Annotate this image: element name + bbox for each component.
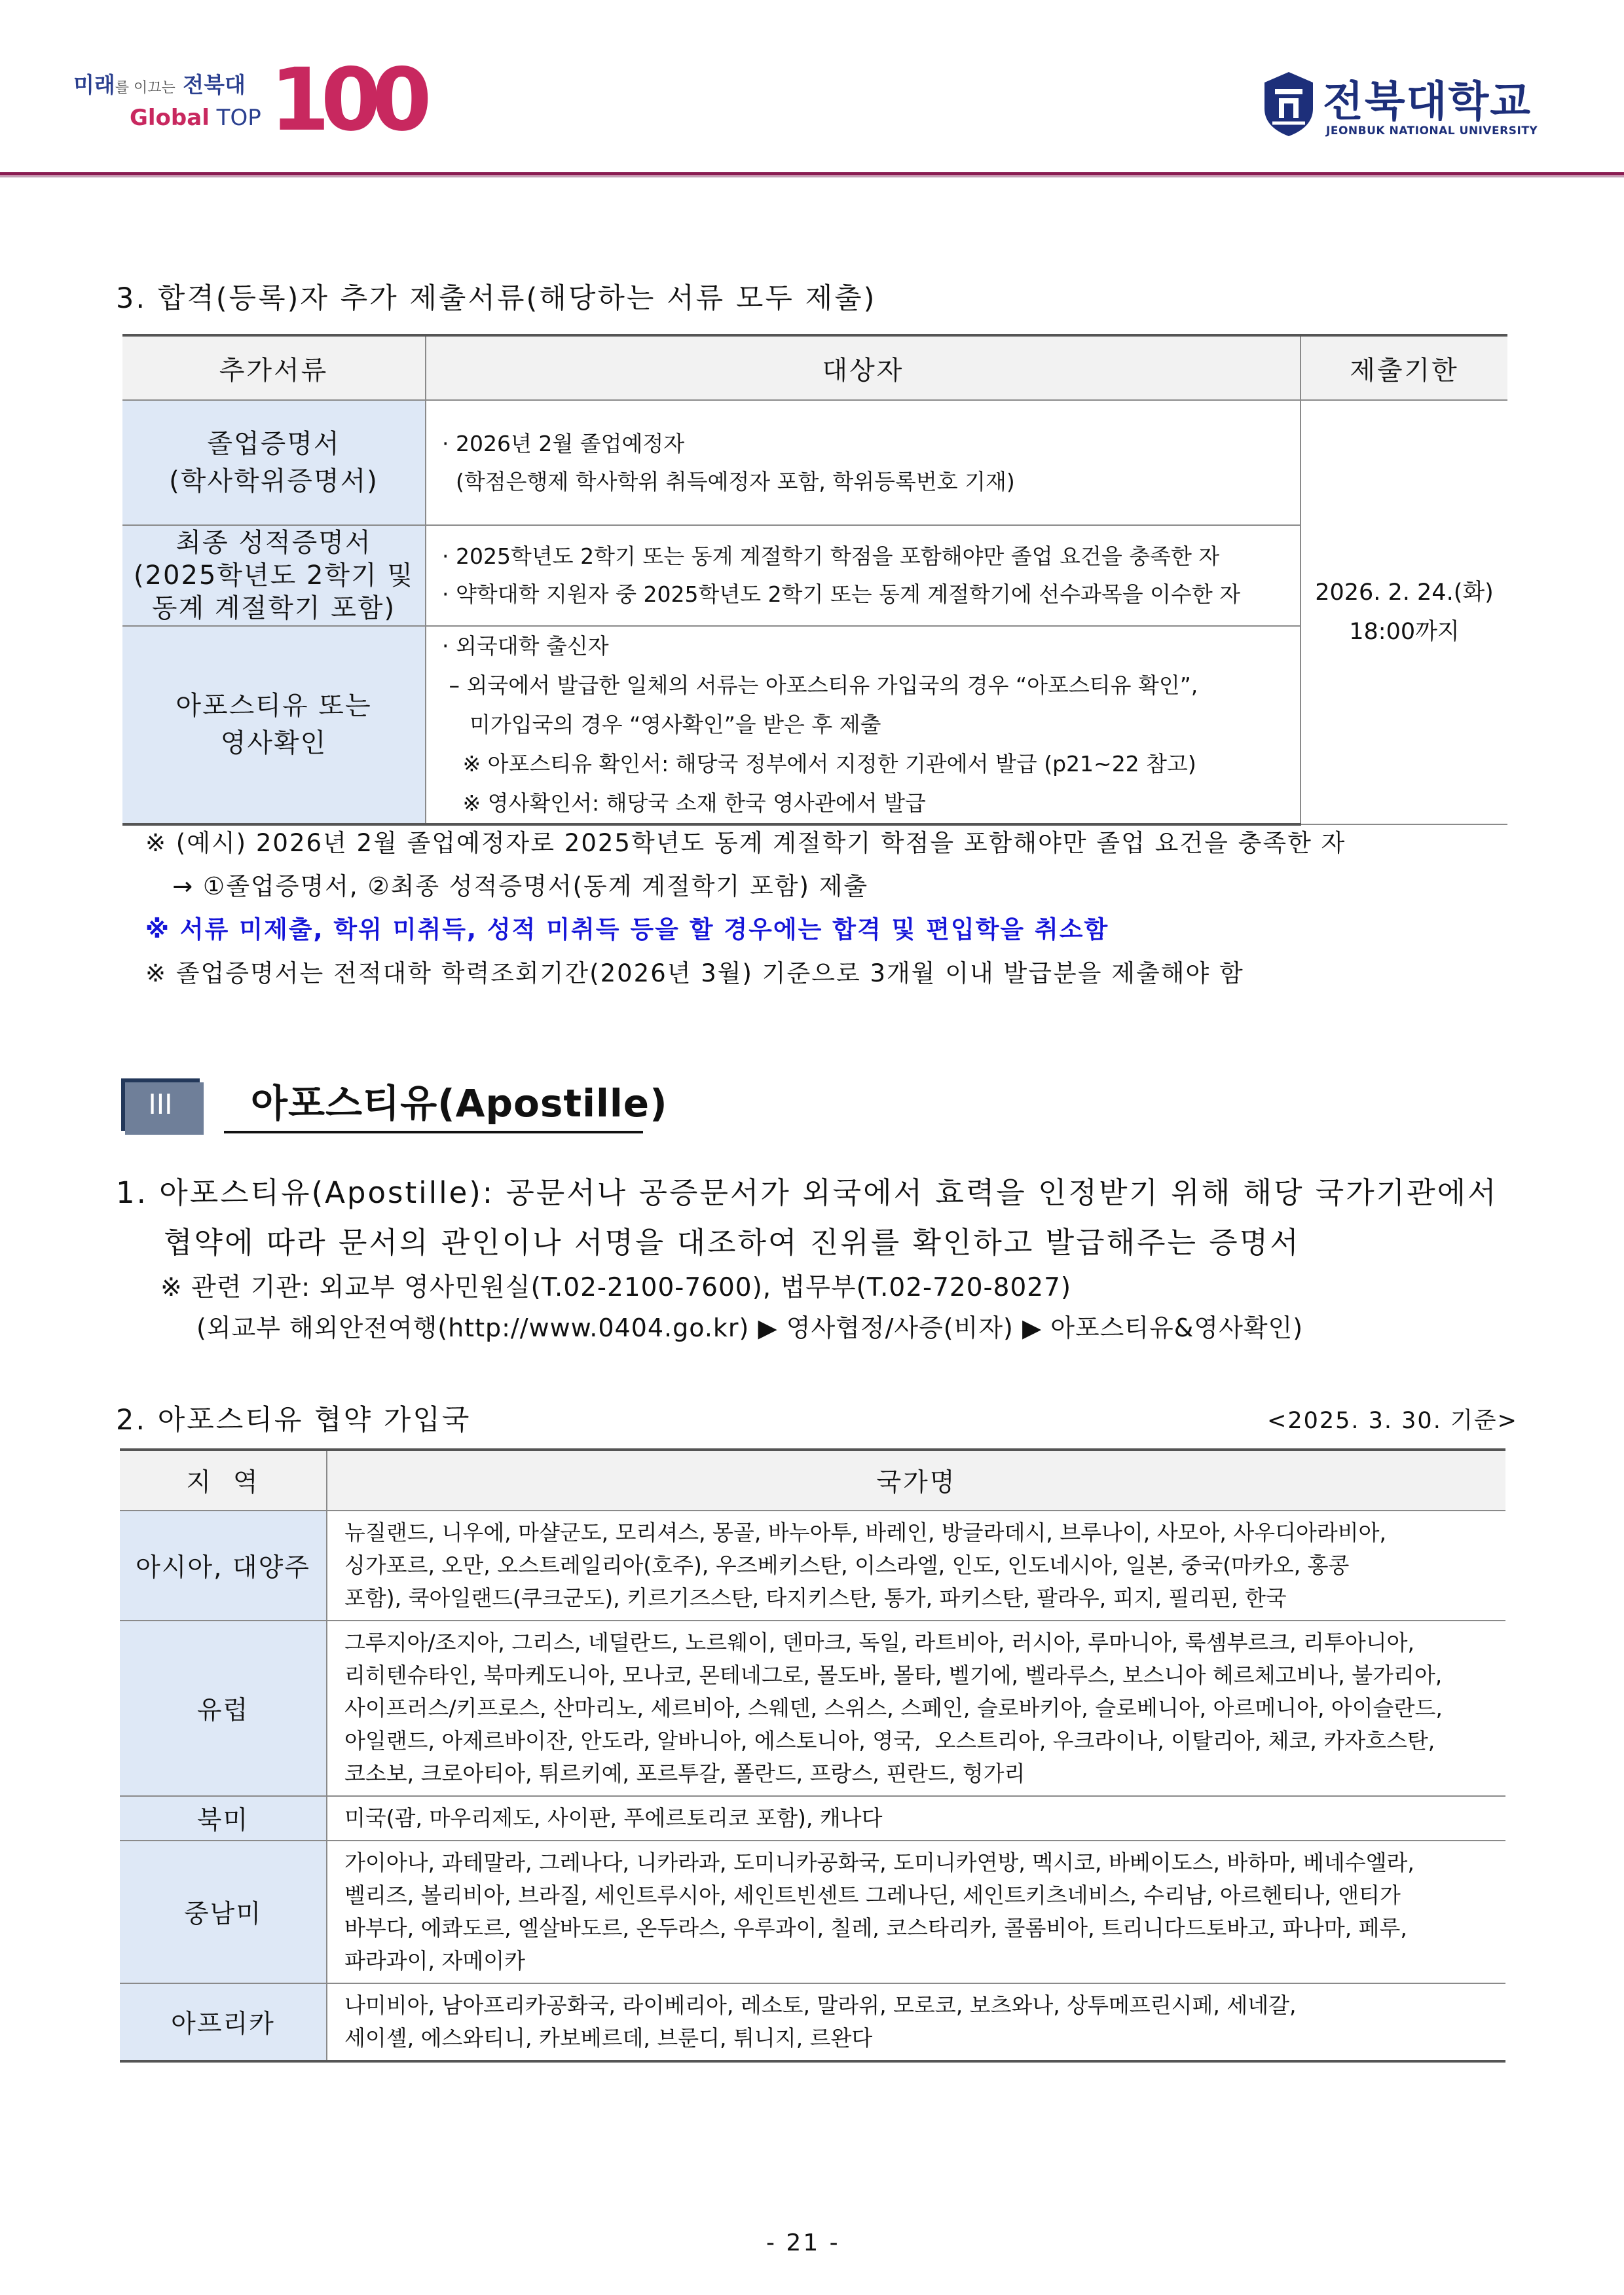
header-cell: 대상자 <box>426 335 1301 400</box>
note-example-result: → ①졸업증명서, ②최종 성적증명서(동계 계절학기 포함) 제출 <box>145 872 869 900</box>
region-cell: 아프리카 <box>120 1983 327 2061</box>
member-countries-heading: 2. 아포스티유 협약 가입국 <box>116 1404 471 1437</box>
header-cell: 국가명 <box>327 1450 1505 1511</box>
apostille-definition-line1: 1. 아포스티유(Apostille): 공문서나 공증문서가 외국에서 효력을 인정받기 위해 해당 국가기관에서 <box>116 1175 1498 1210</box>
apostille-member-countries-table <box>120 1448 1505 2063</box>
header-divider <box>0 172 1624 175</box>
region-cell: 중남미 <box>120 1841 327 1983</box>
note-cancellation-warning: ※ 서류 미제출, 학위 미취득, 성적 미취득 등을 할 경우에는 합격 및 편입학을 취소함 <box>145 915 1109 944</box>
section3-heading: 3. 합격(등록)자 추가 제출서류(해당하는 서류 모두 제출) <box>116 282 877 315</box>
additional-documents-table <box>122 334 1507 826</box>
top100-logo-icon <box>270 59 466 138</box>
header-slogan-logo <box>73 59 423 138</box>
target-cell: · 2026년 2월 졸업예정자 (학점은행제 학사학위 취득예정자 포함, 학위등록번호 기재) <box>426 400 1301 525</box>
table-row <box>122 400 1507 525</box>
related-agencies-note: ※ 관련 기관: 외교부 영사민원실(T.02-2100-7600), 법무부(T.02-720-8027) <box>160 1273 1072 1302</box>
table-row <box>120 1621 1505 1796</box>
note-example: ※ (예시) 2026년 2월 졸업예정자로 2025학년도 동계 계절학기 학점을 포함해야만 졸업 요건을 충족한 자 <box>145 829 1346 857</box>
note-graduation-certificate: ※ 졸업증명서는 전적대학 학력조회기간(2026년 3월) 기준으로 3개월 이내 발급분을 제출해야 함 <box>145 959 1244 987</box>
related-website-note: (외교부 해외안전여행(http://www.0404.go.kr) ▶ 영사협정/사증(비자) ▶ 아포스티유&영사확인) <box>196 1313 1304 1342</box>
table-row <box>120 1511 1505 1621</box>
region-cell: 유럽 <box>120 1621 327 1796</box>
section-number-badge: III <box>121 1078 200 1131</box>
table-row <box>120 1841 1505 1983</box>
document-cell: 아포스티유 또는 영사확인 <box>122 626 426 824</box>
section-title: 아포스티유(Apostille) <box>251 1081 668 1126</box>
header-cell: 추가서류 <box>122 335 426 400</box>
table-row <box>120 1983 1505 2061</box>
section-title-underline <box>224 1131 643 1133</box>
university-logo <box>1261 65 1562 144</box>
document-cell: 졸업증명서 (학사학위증명서) <box>122 400 426 525</box>
table-header-row <box>122 335 1507 400</box>
countries-cell: 미국(괌, 마우리제도, 사이판, 푸에르토리코 포함), 캐나다 <box>327 1796 1505 1841</box>
header-cell: 제출기한 <box>1301 335 1507 400</box>
table-row <box>120 1796 1505 1841</box>
slogan-line1: 미래를 이끄는 전북대 <box>73 72 246 98</box>
region-cell: 아시아, 대양주 <box>120 1511 327 1621</box>
header-cell: 지 역 <box>120 1450 327 1511</box>
countries-cell: 뉴질랜드, 니우에, 마샬군도, 모리셔스, 몽골, 바누아투, 바레인, 방글라데시, 브루나이, 사모아, 사우디아라비아, 싱가포르, 오만, 오스트레일리아(호주), 우즈베키스탄, 이스라엘, 인도, 인도네시아, 일본, 중국(마카오, 홍콩 포함), 쿡아일랜드(쿠크군도), 키르기즈스탄, 타지키스탄, 통가, 파키스탄, 팔라우, 피지, 필리핀, 한국 <box>327 1511 1505 1621</box>
document-cell: 최종 성적증명서 (2025학년도 2학기 및 동계 계절학기 포함) <box>122 525 426 626</box>
deadline-cell: 2026. 2. 24.(화) 18:00까지 <box>1301 400 1507 824</box>
header-divider-light <box>0 176 1624 177</box>
table-row <box>122 626 1507 824</box>
university-eng-name: JEONBUK NATIONAL UNIVERSITY <box>1326 124 1538 138</box>
table-row <box>122 525 1507 626</box>
countries-cell: 그루지아/조지아, 그리스, 네덜란드, 노르웨이, 덴마크, 독일, 라트비아, 러시아, 루마니아, 룩셈부르크, 리투아니아, 리히텐슈타인, 북마케도니아, 모나코, 몬테네그로, 몰도바, 몰타, 벨기에, 벨라루스, 보스니아 헤르체고비나, 불가리아, 사이프러스/키프로스, 산마리노, 세르비아, 스웨덴, 스위스, 스페인, 슬로바키아, 슬로베니아, 아르메니아, 아이슬란드, 아일랜드, 아제르바이잔, 안도라, 알바니아, 에스토니아, 영국, 오스트리아, 우크라이나, 이탈리아, 체코, 카자흐스탄, 코소보, 크로아티아, 튀르키예, 포르투갈, 폴란드, 프랑스, 핀란드, 헝가리 <box>327 1621 1505 1796</box>
university-name: 전북대학교 <box>1323 78 1532 126</box>
university-crest-icon <box>1261 71 1317 138</box>
target-cell: · 외국대학 출신자 – 외국에서 발급한 일체의 서류는 아포스티유 가입국의 경우 “아포스티유 확인”, 미가입국의 경우 “영사확인”을 받은 후 제출 ※ 아포스티유 확인서: 해당국 정부에서 지정한 기관에서 발급 (p21~22 참고) ※ 영사확인서: 해당국 소재 한국 영사관에서 발급 <box>426 626 1301 824</box>
page-number: - 21 - <box>766 2230 840 2256</box>
reference-date: <2025. 3. 30. 기준> <box>1267 1408 1518 1434</box>
countries-cell: 가이아나, 과테말라, 그레나다, 니카라과, 도미니카공화국, 도미니카연방, 멕시코, 바베이도스, 바하마, 베네수엘라, 벨리즈, 볼리비아, 브라질, 세인트루시아, 세인트빈센트 그레나딘, 세인트키츠네비스, 수리남, 아르헨티나, 앤티가 바부다, 에콰도르, 엘살바도르, 온두라스, 우루과이, 칠레, 코스타리카, 콜롬비아, 트리니다드토바고, 파나마, 페루, 파라과이, 자메이카 <box>327 1841 1505 1983</box>
target-cell: · 2025학년도 2학기 또는 동계 계절학기 학점을 포함해야만 졸업 요건을 충족한 자 · 약학대학 지원자 중 2025학년도 2학기 또는 동계 계절학기에 선수과목을 이수한 자 <box>426 525 1301 626</box>
slogan-line2: Global TOP <box>130 105 261 131</box>
countries-cell: 나미비아, 남아프리카공화국, 라이베리아, 레소토, 말라위, 모로코, 보츠와나, 상투메프린시페, 세네갈, 세이셸, 에스와티니, 카보베르데, 브룬디, 튀니지, 르완다 <box>327 1983 1505 2061</box>
apostille-definition-line2: 협약에 따라 문서의 관인이나 서명을 대조하여 진위를 확인하고 발급해주는 증명서 <box>164 1225 1301 1260</box>
svg-text:100: 100 <box>270 59 423 138</box>
table-header-row <box>120 1450 1505 1511</box>
region-cell: 북미 <box>120 1796 327 1841</box>
